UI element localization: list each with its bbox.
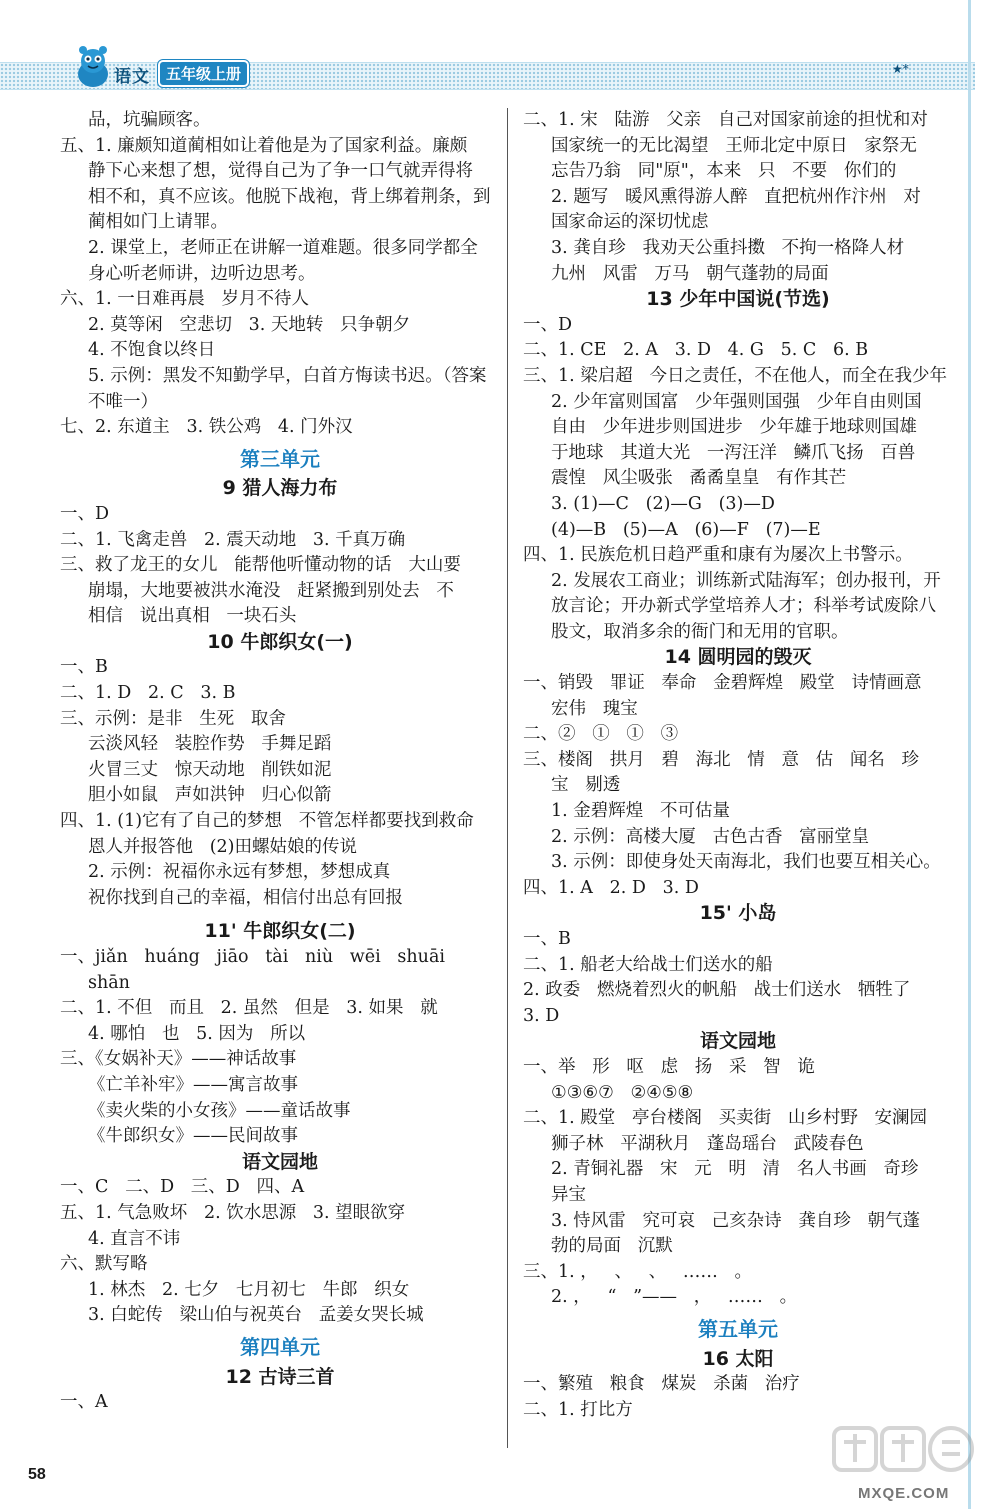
right-column	[523, 108, 953, 1423]
answer-line: 五、1. 廉颇知道蔺相如让着他是为了国家利益。廉颇	[60, 135, 468, 156]
answer-line: 四、1. (1)它有了自己的梦想 不管怎样都要找到救命	[60, 811, 474, 832]
answer-line: 2. 题写 暖风熏得游人醉 直把杭州作汴州 对	[551, 186, 921, 207]
answer-line: 胆小如鼠 声如洪钟 归心似箭	[88, 785, 332, 806]
unit-heading: 第五单元	[698, 1316, 778, 1341]
answer-line: ①③⑥⑦ ②④⑤⑧	[551, 1082, 694, 1103]
answer-line: 一、B	[523, 929, 571, 949]
answer-line: 祝你找到自己的幸福，相信付出总有回报	[88, 887, 403, 908]
left-column	[60, 108, 500, 1416]
answer-line: 2. 示例：祝福你永远有梦想，梦想成真	[88, 862, 391, 883]
answer-line: 相信 说出真相 一块石头	[88, 606, 297, 627]
answer-line: 三、示例：是非 生死 取舍	[60, 708, 286, 729]
answer-line: 四、1. 民族危机日趋严重和康有为屡次上书警示。	[523, 545, 913, 566]
answer-line: 4. 哪怕 也 5. 因为 所以	[88, 1023, 306, 1044]
answer-line: 一、C 二、D 三、D 四、A	[60, 1177, 305, 1198]
header-stars: ★*	[892, 62, 909, 76]
answer-line: 3. 龚自珍 我劝天公重抖擞 不拘一格降人材	[551, 237, 905, 258]
answer-line: 品，坑骗顾客。	[88, 110, 211, 130]
answer-line: 《亡羊补牢》——寓言故事	[88, 1074, 298, 1095]
answer-line: 1. 金碧辉煌 不可估量	[551, 801, 730, 822]
answer-line: 九州 风雷 万马 朝气蓬勃的局面	[551, 263, 829, 284]
answer-line: 3. (1)—C (2)—G (3)—D	[551, 493, 775, 514]
page-number: 58	[28, 1466, 46, 1483]
answer-line: 二、1. CE 2. A 3. D 4. G 5. C 6. B	[523, 340, 869, 361]
answer-line: 2. 课堂上，老师正在讲解一道难题。很多同学都全	[88, 237, 478, 258]
answer-line: 二、② ① ① ③	[523, 724, 679, 745]
answer-line: 一、B	[60, 657, 108, 678]
answer-line: 忘告乃翁 同"原"，本来 只 不要 你们的	[551, 161, 897, 182]
lesson-title: 9 猎人海力布	[222, 477, 338, 500]
answer-line: 二、1. 飞禽走兽 2. 震天动地 3. 千真万确	[60, 529, 406, 550]
answer-line: 2. 政委 燃烧着烈火的帆船 战士们送水 牺牲了	[523, 980, 911, 1001]
answer-line: 2. 莫等闲 空悲切 3. 天地转 只争朝夕	[88, 314, 411, 335]
answer-line: 三、救了龙王的女儿 能帮他听懂动物的话 大山要	[60, 555, 461, 576]
answer-line: 宏伟 瑰宝	[551, 698, 638, 719]
lesson-title: 10 牛郎织女(一)	[207, 630, 353, 653]
column-divider	[507, 108, 508, 1448]
answer-line: 五、1. 气急败坏 2. 饮水思源 3. 望眼欲穿	[60, 1202, 406, 1223]
answer-line: 恩人并报答他 (2)田螺姑娘的传说	[88, 836, 357, 857]
answer-line: 蔺相如门上请罪。	[88, 212, 228, 233]
grade-badge: 五年级上册	[158, 60, 249, 87]
lesson-title: 语文园地	[699, 1030, 776, 1053]
lesson-title: 15' 小岛	[699, 902, 777, 925]
watermark-logo	[830, 1420, 975, 1490]
answer-line: 一、销毁 罪证 奉命 金碧辉煌 殿堂 诗情画意	[523, 673, 922, 694]
answer-line: 4. 直言不讳	[88, 1228, 181, 1249]
answer-line: 一、jiǎn huáng jiāo tài niù wēi shuāi	[60, 947, 445, 967]
answer-line: 二、1. 不但 而且 2. 虽然 但是 3. 如果 就	[60, 998, 438, 1019]
answer-line: 二、1. D 2. C 3. B	[60, 683, 236, 704]
answer-line: 三、1. 梁启超 今日之责任，不在他人，而全在我少年	[523, 365, 947, 386]
unit-heading: 第四单元	[240, 1334, 320, 1359]
answer-line: 宝 剔透	[551, 775, 621, 796]
answer-line: 股文，取消多余的衙门和无用的官职。	[551, 621, 849, 642]
answer-line: 静下心来想了想，觉得自己为了争一口气就弄得将	[88, 161, 473, 182]
answer-line: 5. 示例：黑发不知勤学早，白首方悔读书迟。（答案	[88, 365, 487, 386]
answer-line: 二、1. 打比方	[523, 1399, 633, 1420]
answer-line: 一、D	[60, 503, 110, 524]
answer-line: 异宝	[551, 1184, 586, 1205]
answer-line: 3. 示例：即使身处天南海北，我们也要互相关心。	[551, 852, 941, 873]
answer-line: 一、D	[523, 314, 573, 335]
answer-line: 国家统一的无比渴望 王师北定中原日 家祭无	[551, 135, 917, 156]
answer-line: 《卖火柴的小女孩》——童话故事	[88, 1100, 351, 1121]
mascot-icon	[72, 44, 114, 90]
answer-line: 狮子林 平湖秋月 蓬岛瑶台 武陵春色	[551, 1133, 864, 1154]
answer-line: 四、1. A 2. D 3. D	[523, 877, 699, 898]
unit-heading: 第三单元	[240, 446, 320, 471]
answer-line: 六、默写略	[60, 1254, 148, 1275]
lesson-title: 13 少年中国说(节选)	[646, 288, 830, 311]
answer-line: 震惶 风尘吸张 矞矞皇皇 有作其芒	[551, 468, 847, 489]
answer-line: 2. 少年富则国富 少年强则国强 少年自由则国	[551, 391, 922, 412]
answer-line: 3. 恃风雷 究可哀 己亥杂诗 龚自珍 朝气蓬	[551, 1210, 921, 1231]
lesson-title: 12 古诗三首	[225, 1365, 335, 1388]
answer-line: shān	[88, 972, 130, 993]
answer-line: 自由 少年进步则国进步 少年雄于地球则国雄	[551, 417, 917, 438]
subject-label: 语文	[114, 67, 150, 87]
answer-line: 2. ， “ ”—— ， …… 。	[551, 1287, 798, 1308]
answer-line: 国家命运的深切忧虑	[551, 212, 709, 233]
answer-line: 身心听老师讲，边听边思考。	[88, 263, 316, 284]
answer-line: (4)—B (5)—A (6)—F (7)—E	[551, 519, 821, 540]
answer-line: 三、1. ， 、 、 …… 。	[523, 1261, 753, 1282]
answer-line: 云淡风轻 装腔作势 手舞足蹈	[88, 734, 332, 755]
answer-line: 勃的局面 沉默	[551, 1236, 673, 1257]
watermark-url: MXQE.COM	[858, 1485, 950, 1502]
answer-line: 《牛郎织女》——民间故事	[88, 1126, 298, 1147]
answer-line: 六、1. 一日难再晨 岁月不待人	[60, 289, 309, 310]
page-edge-line	[968, 0, 971, 1509]
answer-line: 于地球 其道大光 一泻汪洋 鳞爪飞扬 百兽	[551, 442, 916, 463]
page-header	[0, 0, 1000, 100]
lesson-title: 14 圆明园的毁灭	[664, 646, 812, 669]
answer-line: 2. 示例：高楼大厦 古色古香 富丽堂皇	[551, 826, 870, 847]
answer-line: 3. 白蛇传 梁山伯与祝英台 孟姜女哭长城	[88, 1305, 424, 1326]
answer-line: 3. D	[523, 1005, 560, 1026]
answer-line: 放言论；开办新式学堂培养人才；科举考试废除八	[551, 596, 936, 617]
answer-line: 一、举 形 呕 虑 扬 采 智 诡	[523, 1056, 815, 1077]
lesson-title: 16 太阳	[702, 1347, 774, 1370]
answer-line: 2. 发展农工商业；训练新式陆海军；创办报刊，开	[551, 570, 941, 591]
answer-line: 三、楼阁 拱月 碧 海北 情 意 估 闻名 珍	[523, 749, 920, 770]
lesson-title: 11' 牛郎织女(二)	[204, 920, 356, 943]
answer-line: 一、A	[60, 1392, 108, 1413]
answer-line: 火冒三丈 惊天动地 削铁如泥	[88, 759, 332, 780]
lesson-title: 语文园地	[241, 1150, 318, 1173]
answer-line: 二、1. 船老大给战士们送水的船	[523, 954, 773, 975]
answer-line: 二、1. 殿堂 亭台楼阁 买卖街 山乡村野 安澜园	[523, 1108, 928, 1129]
answer-line: 相不和，真不应该。他脱下战袍，背上绑着荆条，到	[88, 186, 491, 207]
answer-line: 二、1. 宋 陆游 父亲 自己对国家前途的担忧和对	[523, 110, 928, 130]
answer-line: 2. 青铜礼器 宋 元 明 清 名人书画 奇珍	[551, 1159, 919, 1180]
answer-line: 不唯一）	[88, 391, 158, 412]
answer-line: 七、2. 东道主 3. 铁公鸡 4. 门外汉	[60, 417, 353, 438]
answer-line: 三、《女娲补天》——神话故事	[60, 1049, 297, 1070]
answer-line: 1. 林杰 2. 七夕 七月初七 牛郎 织女	[88, 1279, 410, 1300]
answer-line: 崩塌，大地要被洪水淹没 赶紧搬到别处去 不	[88, 580, 454, 601]
answer-line: 4. 不饱食以终日	[88, 340, 216, 361]
answer-line: 一、繁殖 粮食 煤炭 杀菌 治疗	[523, 1374, 800, 1395]
spacer	[60, 911, 500, 919]
